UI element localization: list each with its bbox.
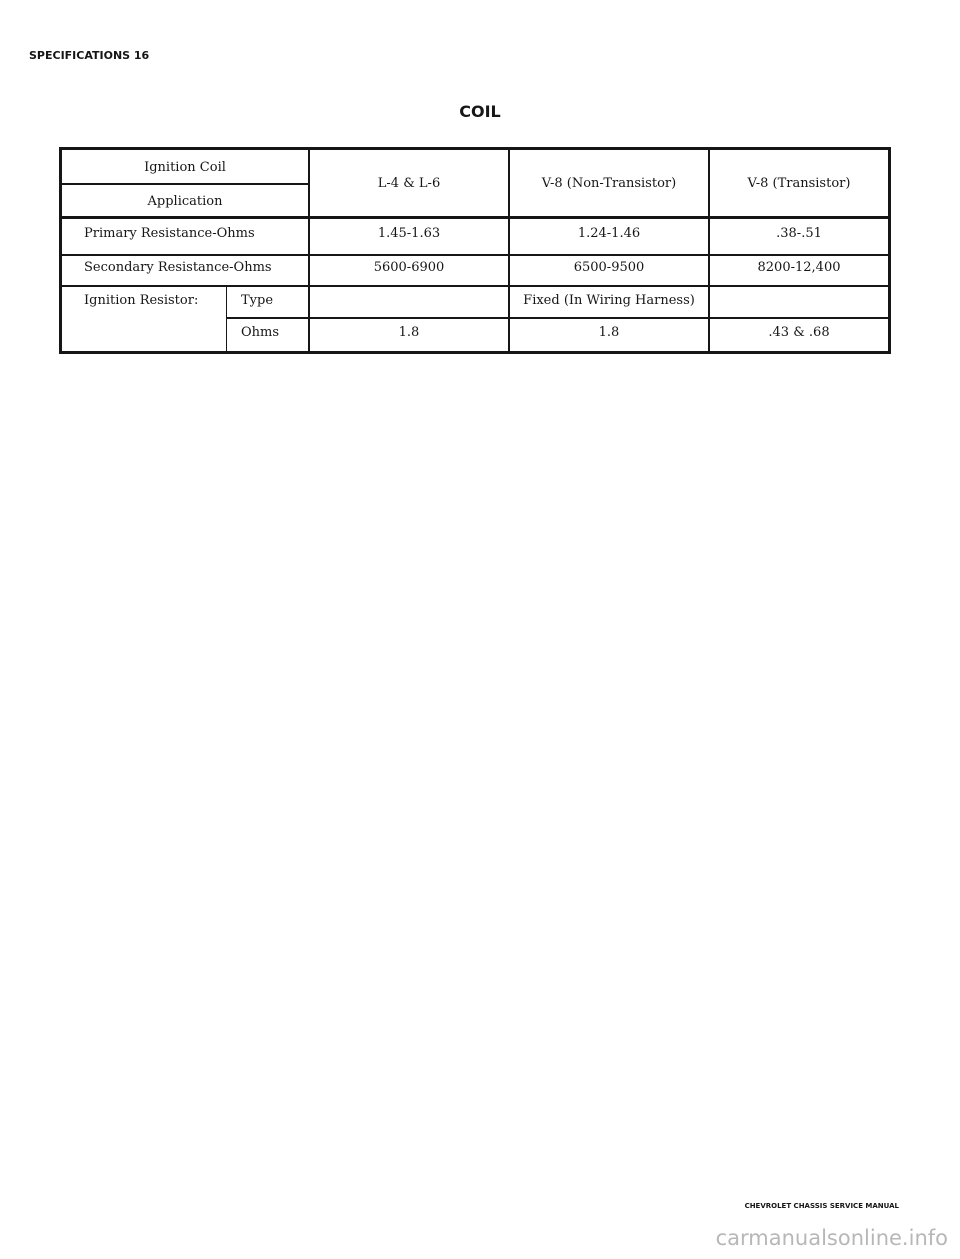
cell-type-v8-non-transistor: Fixed (In Wiring Harness) [523, 293, 695, 308]
rule-row-2-bottom [62, 285, 888, 287]
page-footer-label: CHEVROLET CHASSIS SERVICE MANUAL [744, 1202, 899, 1210]
row-label-secondary-resistance: Secondary Resistance-Ohms [84, 260, 272, 275]
rule-corner-split [62, 183, 308, 185]
cell-primary-l4-l6: 1.45-1.63 [377, 226, 441, 241]
rule-header-bottom [62, 216, 888, 219]
column-header-v8-non-transistor: V-8 (Non-Transistor) [541, 176, 677, 191]
rule-resistor-sub [226, 287, 227, 351]
rule-resistor-split [226, 317, 888, 319]
cell-ohms-l4-l6: 1.8 [398, 325, 420, 340]
subrow-label-ohms: Ohms [241, 325, 280, 340]
row-label-primary-resistance: Primary Resistance-Ohms [84, 226, 255, 241]
rule-row-1-bottom [62, 254, 888, 256]
spec-table [59, 147, 891, 354]
cell-primary-v8-non-transistor: 1.24-1.46 [577, 226, 641, 241]
corner-header-application: Application [147, 194, 223, 209]
cell-secondary-v8-non-transistor: 6500-9500 [573, 260, 645, 275]
cell-primary-v8-transistor: .38-.51 [776, 226, 822, 241]
page-header-label: SPECIFICATIONS 16 [29, 49, 150, 62]
cell-ohms-v8-transistor: .43 & .68 [768, 325, 830, 340]
corner-header-ignition-coil: Ignition Coil [144, 160, 226, 175]
cell-ohms-v8-non-transistor: 1.8 [598, 325, 620, 340]
cell-secondary-l4-l6: 5600-6900 [373, 260, 445, 275]
row-label-ignition-resistor: Ignition Resistor: [84, 293, 199, 308]
column-header-v8-transistor: V-8 (Transistor) [747, 176, 851, 191]
page-title: COIL [459, 102, 501, 121]
column-header-l4-l6: L-4 & L-6 [377, 176, 441, 191]
subrow-label-type: Type [241, 293, 274, 308]
watermark-text: carmanualsonline.info [715, 1226, 948, 1250]
cell-secondary-v8-transistor: 8200-12,400 [757, 260, 841, 275]
